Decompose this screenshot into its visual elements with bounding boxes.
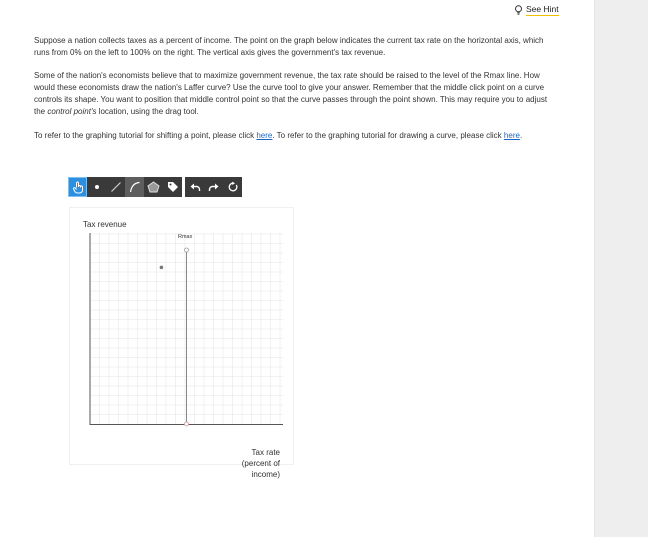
rmax-top-handle[interactable] [185,248,189,252]
rmax-bottom-handle[interactable] [185,422,189,426]
tutorial-text-3: . [519,131,523,140]
current-tax-rate-point[interactable] [160,266,164,270]
intro-paragraph-2-end: location, using the drag tool. [98,107,199,116]
intro-paragraph-1: Suppose a nation collects taxes as a percent of income. The point on the graph below indicates the current tax rate on the horizontal axis, which runs from 0% on the left to 100% on the right. The vertical axis gives the government's tax revenue. [34,36,544,57]
right-side-panel [594,0,648,537]
tutorial-text-2: . To refer to the graphing tutorial for drawing a curve, please click [272,131,502,140]
rmax-label: Rmax [178,234,193,240]
see-hint-label[interactable]: See Hint [526,4,559,14]
y-axis-label: Tax revenue [83,220,127,229]
control-point-emphasis: control point's [47,107,97,116]
intro-paragraph-2-text: Some of the nation's economists believe that to maximize government revenue, the tax rate should be raised to the level of the Rmax line. How would these economists draw the nation's Laffer curve? Use the curve tool to give your answer. Remember that the middle click point on a curve controls its shape. You want to position that middle control point so that the curve passes through the point shown. This may require you to adjust the [34,71,548,116]
draw-curve-tutorial-link[interactable]: here [503,131,520,140]
shift-point-tutorial-link[interactable]: here [256,131,273,140]
x-axis-label: Tax rate (percent of income) [241,448,280,479]
tutorial-text-1: To refer to the graphing tutorial for shifting a point, please click [34,131,255,140]
